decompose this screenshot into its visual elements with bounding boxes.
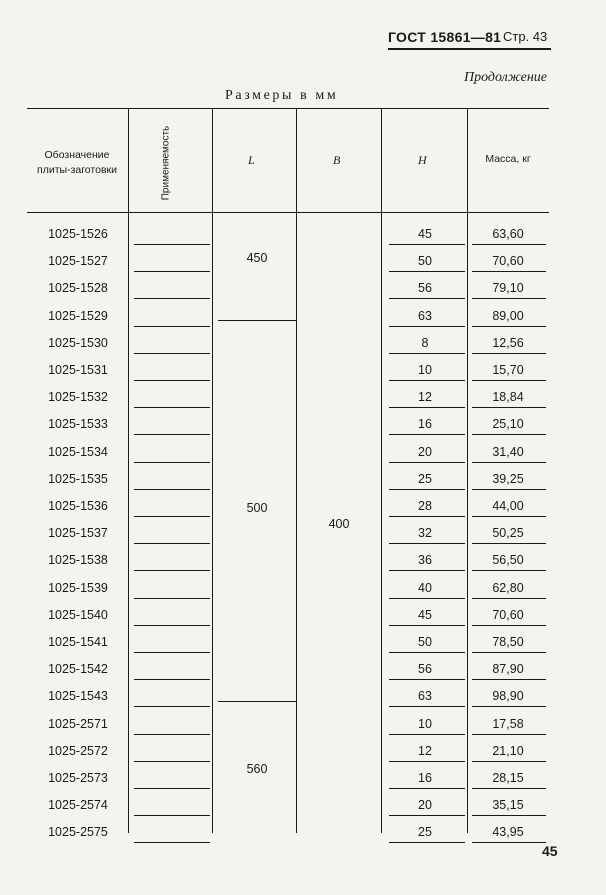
designation-cell: 1025-1527 <box>48 254 108 269</box>
designation-cell: 1025-2572 <box>48 743 108 758</box>
h-cell: 56 <box>418 281 432 296</box>
row-rule <box>389 353 465 354</box>
row-rule <box>472 570 546 571</box>
mass-cell: 89,00 <box>492 308 524 323</box>
row-rule <box>472 434 546 435</box>
designation-cell: 1025-1539 <box>48 580 108 595</box>
page-label: Стр. 43 <box>503 29 548 44</box>
mass-cell: 17,58 <box>492 716 524 731</box>
row-rule <box>389 652 465 653</box>
row-rule <box>389 570 465 571</box>
row-rule <box>472 543 546 544</box>
row-rule <box>389 625 465 626</box>
designation-cell: 1025-1528 <box>48 281 108 296</box>
l-group-value: 560 <box>246 762 268 776</box>
row-rule <box>389 679 465 680</box>
header-l: L <box>248 153 255 167</box>
h-cell: 25 <box>418 825 432 840</box>
h-cell: 10 <box>418 363 432 377</box>
h-cell: 50 <box>418 254 432 269</box>
h-cell: 45 <box>418 227 432 241</box>
column-divider <box>381 108 382 833</box>
designation-cell: 1025-1533 <box>48 417 108 432</box>
row-rule <box>134 761 210 762</box>
row-rule <box>389 434 465 435</box>
row-rule <box>472 516 546 517</box>
mass-cell: 28,15 <box>492 771 524 785</box>
h-cell: 16 <box>418 417 432 432</box>
mass-cell: 39,25 <box>492 471 524 486</box>
designation-cell: 1025-1529 <box>48 308 108 323</box>
mass-cell: 31,40 <box>492 444 524 459</box>
continuation-note: Продолжение <box>464 70 547 85</box>
row-rule <box>389 706 465 707</box>
mass-cell: 98,90 <box>492 689 524 704</box>
row-rule <box>472 298 546 299</box>
header-h: H <box>418 153 427 167</box>
mass-cell: 21,10 <box>492 743 524 758</box>
h-cell: 28 <box>418 499 432 513</box>
row-rule <box>134 788 210 789</box>
mass-cell: 12,56 <box>492 335 524 350</box>
mass-cell: 79,10 <box>492 281 524 296</box>
designation-cell: 1025-2575 <box>48 825 108 840</box>
row-rule <box>472 788 546 789</box>
row-rule <box>472 407 546 408</box>
row-rule <box>134 326 210 327</box>
row-rule <box>134 706 210 707</box>
h-cell: 45 <box>418 607 432 622</box>
designation-cell: 1025-1537 <box>48 526 108 541</box>
row-rule <box>389 271 465 272</box>
row-rule <box>134 298 210 299</box>
mass-cell: 44,00 <box>492 499 524 513</box>
h-cell: 63 <box>418 689 432 704</box>
row-rule <box>134 380 210 381</box>
header-designation: Обозначение плиты-заготовки <box>37 149 117 176</box>
designation-cell: 1025-1532 <box>48 390 108 405</box>
row-rule <box>134 842 210 843</box>
mass-cell: 35,15 <box>492 798 524 813</box>
h-cell: 10 <box>418 716 432 731</box>
row-rule <box>134 407 210 408</box>
designation-cell: 1025-1534 <box>48 444 108 459</box>
row-rule <box>134 516 210 517</box>
row-rule <box>472 815 546 816</box>
designation-cell: 1025-1538 <box>48 553 108 568</box>
row-rule <box>389 380 465 381</box>
row-rule <box>472 462 546 463</box>
h-cell: 50 <box>418 635 432 649</box>
row-rule <box>134 271 210 272</box>
row-rule <box>134 679 210 680</box>
mass-cell: 15,70 <box>492 363 524 377</box>
row-rule <box>134 598 210 599</box>
row-rule <box>472 679 546 680</box>
mass-cell: 18,84 <box>492 390 524 405</box>
designation-cell: 1025-2574 <box>48 798 108 813</box>
h-cell: 16 <box>418 771 432 785</box>
row-rule <box>472 380 546 381</box>
row-rule <box>389 788 465 789</box>
row-rule <box>134 815 210 816</box>
row-rule <box>134 489 210 490</box>
table-header-rule <box>27 212 549 213</box>
row-rule <box>472 652 546 653</box>
l-group-value: 450 <box>246 251 268 265</box>
row-rule <box>389 516 465 517</box>
l-group-rule <box>218 701 296 702</box>
h-cell: 36 <box>418 553 432 568</box>
row-rule <box>389 842 465 843</box>
designation-cell: 1025-1535 <box>48 471 108 486</box>
designation-cell: 1025-1541 <box>48 635 108 649</box>
l-group-rule <box>218 320 296 321</box>
h-cell: 20 <box>418 444 432 459</box>
row-rule <box>472 706 546 707</box>
row-rule <box>389 244 465 245</box>
mass-cell: 87,90 <box>492 662 524 677</box>
page-number: 45 <box>542 843 558 859</box>
mass-cell: 50,25 <box>492 526 524 541</box>
row-rule <box>472 625 546 626</box>
row-rule <box>472 598 546 599</box>
mass-cell: 25,10 <box>492 417 524 432</box>
designation-cell: 1025-1543 <box>48 689 108 704</box>
h-cell: 12 <box>418 390 432 405</box>
designation-cell: 1025-2571 <box>48 716 108 731</box>
table-top-rule <box>27 108 549 109</box>
mass-cell: 70,60 <box>492 607 524 622</box>
header-b: B <box>333 153 341 167</box>
mass-cell: 70,60 <box>492 254 524 269</box>
row-rule <box>389 407 465 408</box>
column-divider <box>212 108 213 833</box>
designation-cell: 1025-1531 <box>48 363 108 377</box>
row-rule <box>134 652 210 653</box>
standard-number: ГОСТ 15861—81 <box>388 29 502 45</box>
mass-cell: 63,60 <box>492 227 524 241</box>
row-rule <box>472 244 546 245</box>
row-rule <box>134 462 210 463</box>
column-divider <box>296 108 297 833</box>
designation-cell: 1025-1530 <box>48 335 108 350</box>
row-rule <box>389 815 465 816</box>
l-group-value: 500 <box>246 501 268 515</box>
row-rule <box>389 598 465 599</box>
row-rule <box>389 543 465 544</box>
row-rule <box>472 271 546 272</box>
h-cell: 20 <box>418 798 432 813</box>
row-rule <box>472 734 546 735</box>
row-rule <box>134 570 210 571</box>
designation-cell: 1025-2573 <box>48 771 108 785</box>
row-rule <box>134 434 210 435</box>
designation-cell: 1025-1526 <box>48 227 108 241</box>
row-rule <box>472 761 546 762</box>
dimensions-note: Размеры в мм <box>225 88 339 103</box>
row-rule <box>389 489 465 490</box>
h-cell: 12 <box>418 743 432 758</box>
designation-cell: 1025-1540 <box>48 607 108 622</box>
mass-cell: 56,50 <box>492 553 524 568</box>
h-cell: 40 <box>418 580 432 595</box>
row-rule <box>472 489 546 490</box>
mass-cell: 78,50 <box>492 635 524 649</box>
header-applicability: Применяемость <box>160 125 172 201</box>
h-cell: 63 <box>418 308 432 323</box>
designation-cell: 1025-1536 <box>48 499 108 513</box>
b-value: 400 <box>328 517 350 531</box>
header-mass: Масса, кг <box>485 153 531 165</box>
row-rule <box>134 625 210 626</box>
row-rule <box>134 543 210 544</box>
row-rule <box>472 842 546 843</box>
header-rule <box>388 48 551 50</box>
row-rule <box>389 326 465 327</box>
row-rule <box>389 462 465 463</box>
row-rule <box>472 326 546 327</box>
row-rule <box>134 244 210 245</box>
row-rule <box>389 298 465 299</box>
h-cell: 8 <box>421 335 429 350</box>
h-cell: 32 <box>418 526 432 541</box>
row-rule <box>472 353 546 354</box>
mass-cell: 43,95 <box>492 825 524 840</box>
row-rule <box>389 761 465 762</box>
mass-cell: 62,80 <box>492 580 524 595</box>
designation-cell: 1025-1542 <box>48 662 108 677</box>
row-rule <box>389 734 465 735</box>
row-rule <box>134 734 210 735</box>
row-rule <box>134 353 210 354</box>
h-cell: 25 <box>418 471 432 486</box>
h-cell: 56 <box>418 662 432 677</box>
